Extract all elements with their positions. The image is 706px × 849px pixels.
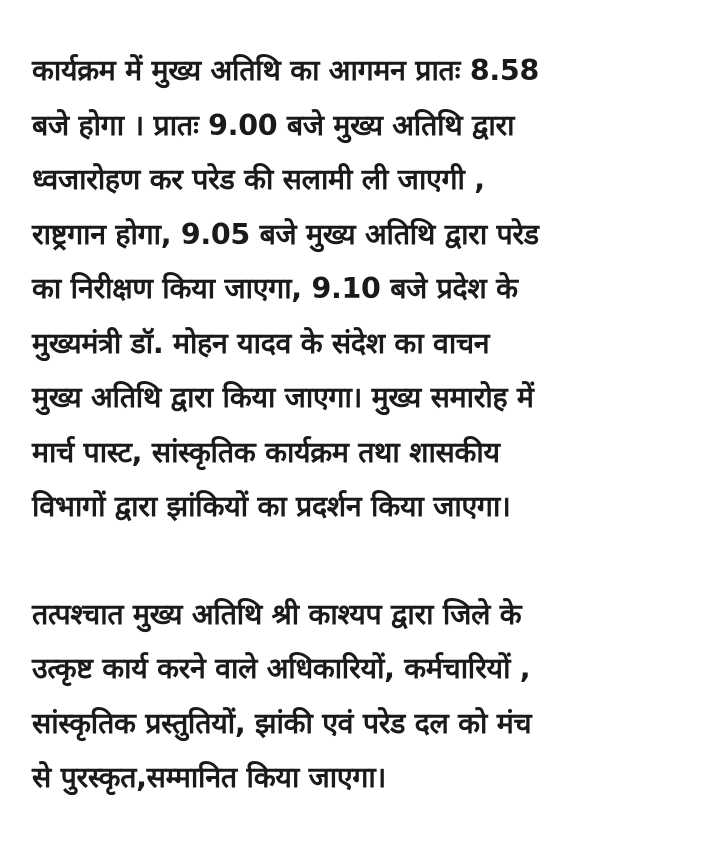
article-body [32,44,682,806]
text-line: मुख्यमंत्री डॉ. मोहन यादव के संदेश का वाचन [32,326,490,360]
text-line: मुख्य अतिथि द्वारा किया जाएगा। मुख्य समारोह में [32,381,534,414]
text-line: बजे होगा । प्रातः 9.00 बजे मुख्य अतिथि द्वारा [32,108,515,142]
paragraph-2 [32,588,682,806]
text-line: का निरीक्षण किया जाएगा, 9.10 बजे प्रदेश के [32,272,518,305]
text-line: तत्पश्चात मुख्य अतिथि श्री काश्यप द्वारा जिले के [32,597,522,631]
text-line: सांस्कृतिक प्रस्तुतियों, झांकी एवं परेड दल को मंच [32,706,532,740]
paragraph-1 [32,44,682,535]
text-line: मार्च पास्ट, सांस्कृतिक कार्यक्रम तथा शासकीय [32,435,500,469]
text-line: राष्ट्रगान होगा, 9.05 बजे मुख्य अतिथि द्वारा परेड [32,217,539,251]
text-line: कार्यक्रम में मुख्य अतिथि का आगमन प्रातः 8.58 [32,54,539,87]
text-line: उत्कृष्ट कार्य करने वाले अधिकारियों, कर्मचारियों , [32,652,531,685]
text-line: ध्वजारोहण कर परेड की सलामी ली जाएगी , [32,163,485,196]
paragraph-gap [32,535,682,588]
text-line: से पुरस्कृत,सम्मानित किया जाएगा। [32,761,386,794]
text-line: विभागों द्वारा झांकियों का प्रदर्शन किया जाएगा। [32,490,511,523]
